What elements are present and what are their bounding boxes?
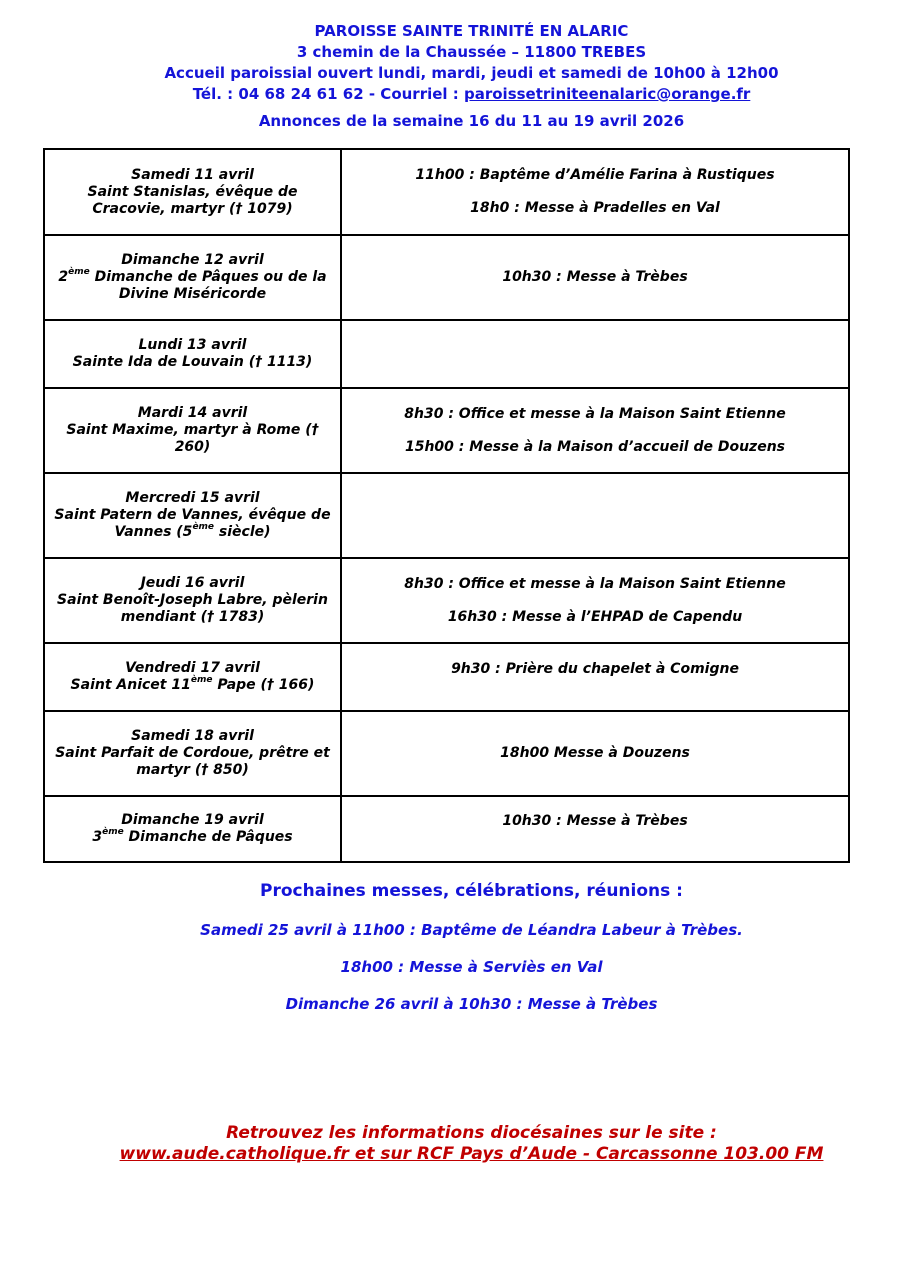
event-item: 8h30 : Office et messe à la Maison Saint Etienne [404,575,786,592]
events-cell [341,643,849,711]
events-cell [341,711,849,796]
saint-label: 3ème Dimanche de Pâques [92,827,293,845]
event-item: 9h30 : Prière du chapelet à Comigne [451,661,739,677]
upcoming-item: 18h00 : Messe à Serviès en Val [340,958,603,976]
upcoming-item: Samedi 25 avril à 11h00 : Baptême de Léandra Labeur à Trèbes. [200,921,743,939]
day-cell [44,711,341,796]
parish-address: 3 chemin de la Chaussée – 11800 TREBES [296,43,647,61]
events-cell [341,149,849,235]
parish-name: PAROISSE SAINTE TRINITÉ EN ALARIC [314,22,629,40]
contact-line [0,84,900,105]
day-cell [44,473,341,558]
phone-label: Tél. : 04 68 24 61 62 - Courriel : [192,85,464,103]
schedule-table [43,148,850,863]
events-cell [341,235,849,320]
day-label: Mardi 14 avril [137,405,248,421]
day-cell [44,388,341,473]
saint-label: 2ème Dimanche de Pâques ou de la Divine Miséricorde [58,267,327,302]
day-cell [44,796,341,862]
day-label: Vendredi 17 avril [125,660,260,676]
events-cell [341,558,849,643]
event-item: 15h00 : Messe à la Maison d’accueil de Douzens [404,438,785,455]
diocese-footer [0,1123,900,1165]
table-row [44,388,849,473]
event-item: 10h30 : Messe à Trèbes [502,813,688,829]
day-label: Jeudi 16 avril [140,575,245,591]
day-cell [44,149,341,235]
event-item: 8h30 : Office et messe à la Maison Saint Etienne [404,405,786,422]
saint-label: Saint Parfait de Cordoue, prêtre et martyr († 850) [55,745,330,778]
day-label: Mercredi 15 avril [125,490,260,506]
upcoming-item: Dimanche 26 avril à 10h30 : Messe à Trèbes [285,995,658,1013]
saint-label: Saint Benoît-Joseph Labre, pèlerin mendiant († 1783) [57,592,328,625]
day-label: Samedi 11 avril [131,166,254,183]
events-cell [341,320,849,388]
event-item: 18h00 Messe à Douzens [500,745,690,761]
event-item: 18h0 : Messe à Pradelles en Val [470,200,720,216]
day-cell [44,643,341,711]
office-hours: Accueil paroissial ouvert lundi, mardi, jeudi et samedi de 10h00 à 12h00 [164,64,779,82]
day-label: Dimanche 19 avril [121,812,264,828]
table-row [44,235,849,320]
day-label: Dimanche 12 avril [121,252,264,268]
day-cell [44,235,341,320]
table-row [44,320,849,388]
day-label: Lundi 13 avril [138,337,247,353]
saint-label: Saint Patern de Vannes, évêque de Vannes (5ème siècle) [54,507,331,540]
parish-header [0,21,900,105]
event-item: 11h00 : Baptême d’Amélie Farina à Rustiques [415,167,775,183]
day-cell [44,320,341,388]
event-item: 10h30 : Messe à Trèbes [502,269,688,285]
week-title: Annonces de la semaine 16 du 11 au 19 avril 2026 [258,112,685,130]
day-cell [44,558,341,643]
events-cell [341,388,849,473]
table-row [44,558,849,643]
saint-label: Saint Anicet 11ème Pape († 166) [70,675,315,693]
email-link[interactable]: paroissetriniteenalaric@orange.fr [464,85,751,103]
footer-intro: Retrouvez les informations diocésaines sur le site : [226,1123,717,1143]
table-row [44,473,849,558]
saint-label: Saint Maxime, martyr à Rome († 260) [66,422,319,455]
table-row [44,711,849,796]
diocese-website-link[interactable]: www.aude.catholique.fr et sur RCF Pays d’Aude - Carcassonne 103.00 FM [119,1144,824,1164]
saint-label: Sainte Ida de Louvain († 1113) [72,354,313,370]
events-cell [341,473,849,558]
table-row [44,149,849,235]
saint-label: Saint Stanislas, évêque de Cracovie, martyr († 1079) [87,183,298,217]
event-item: 16h30 : Messe à l’EHPAD de Capendu [447,608,743,625]
table-row [44,796,849,862]
events-cell [341,796,849,862]
table-row [44,643,849,711]
day-label: Samedi 18 avril [131,728,254,744]
upcoming-title: Prochaines messes, célébrations, réunions : [260,881,683,901]
